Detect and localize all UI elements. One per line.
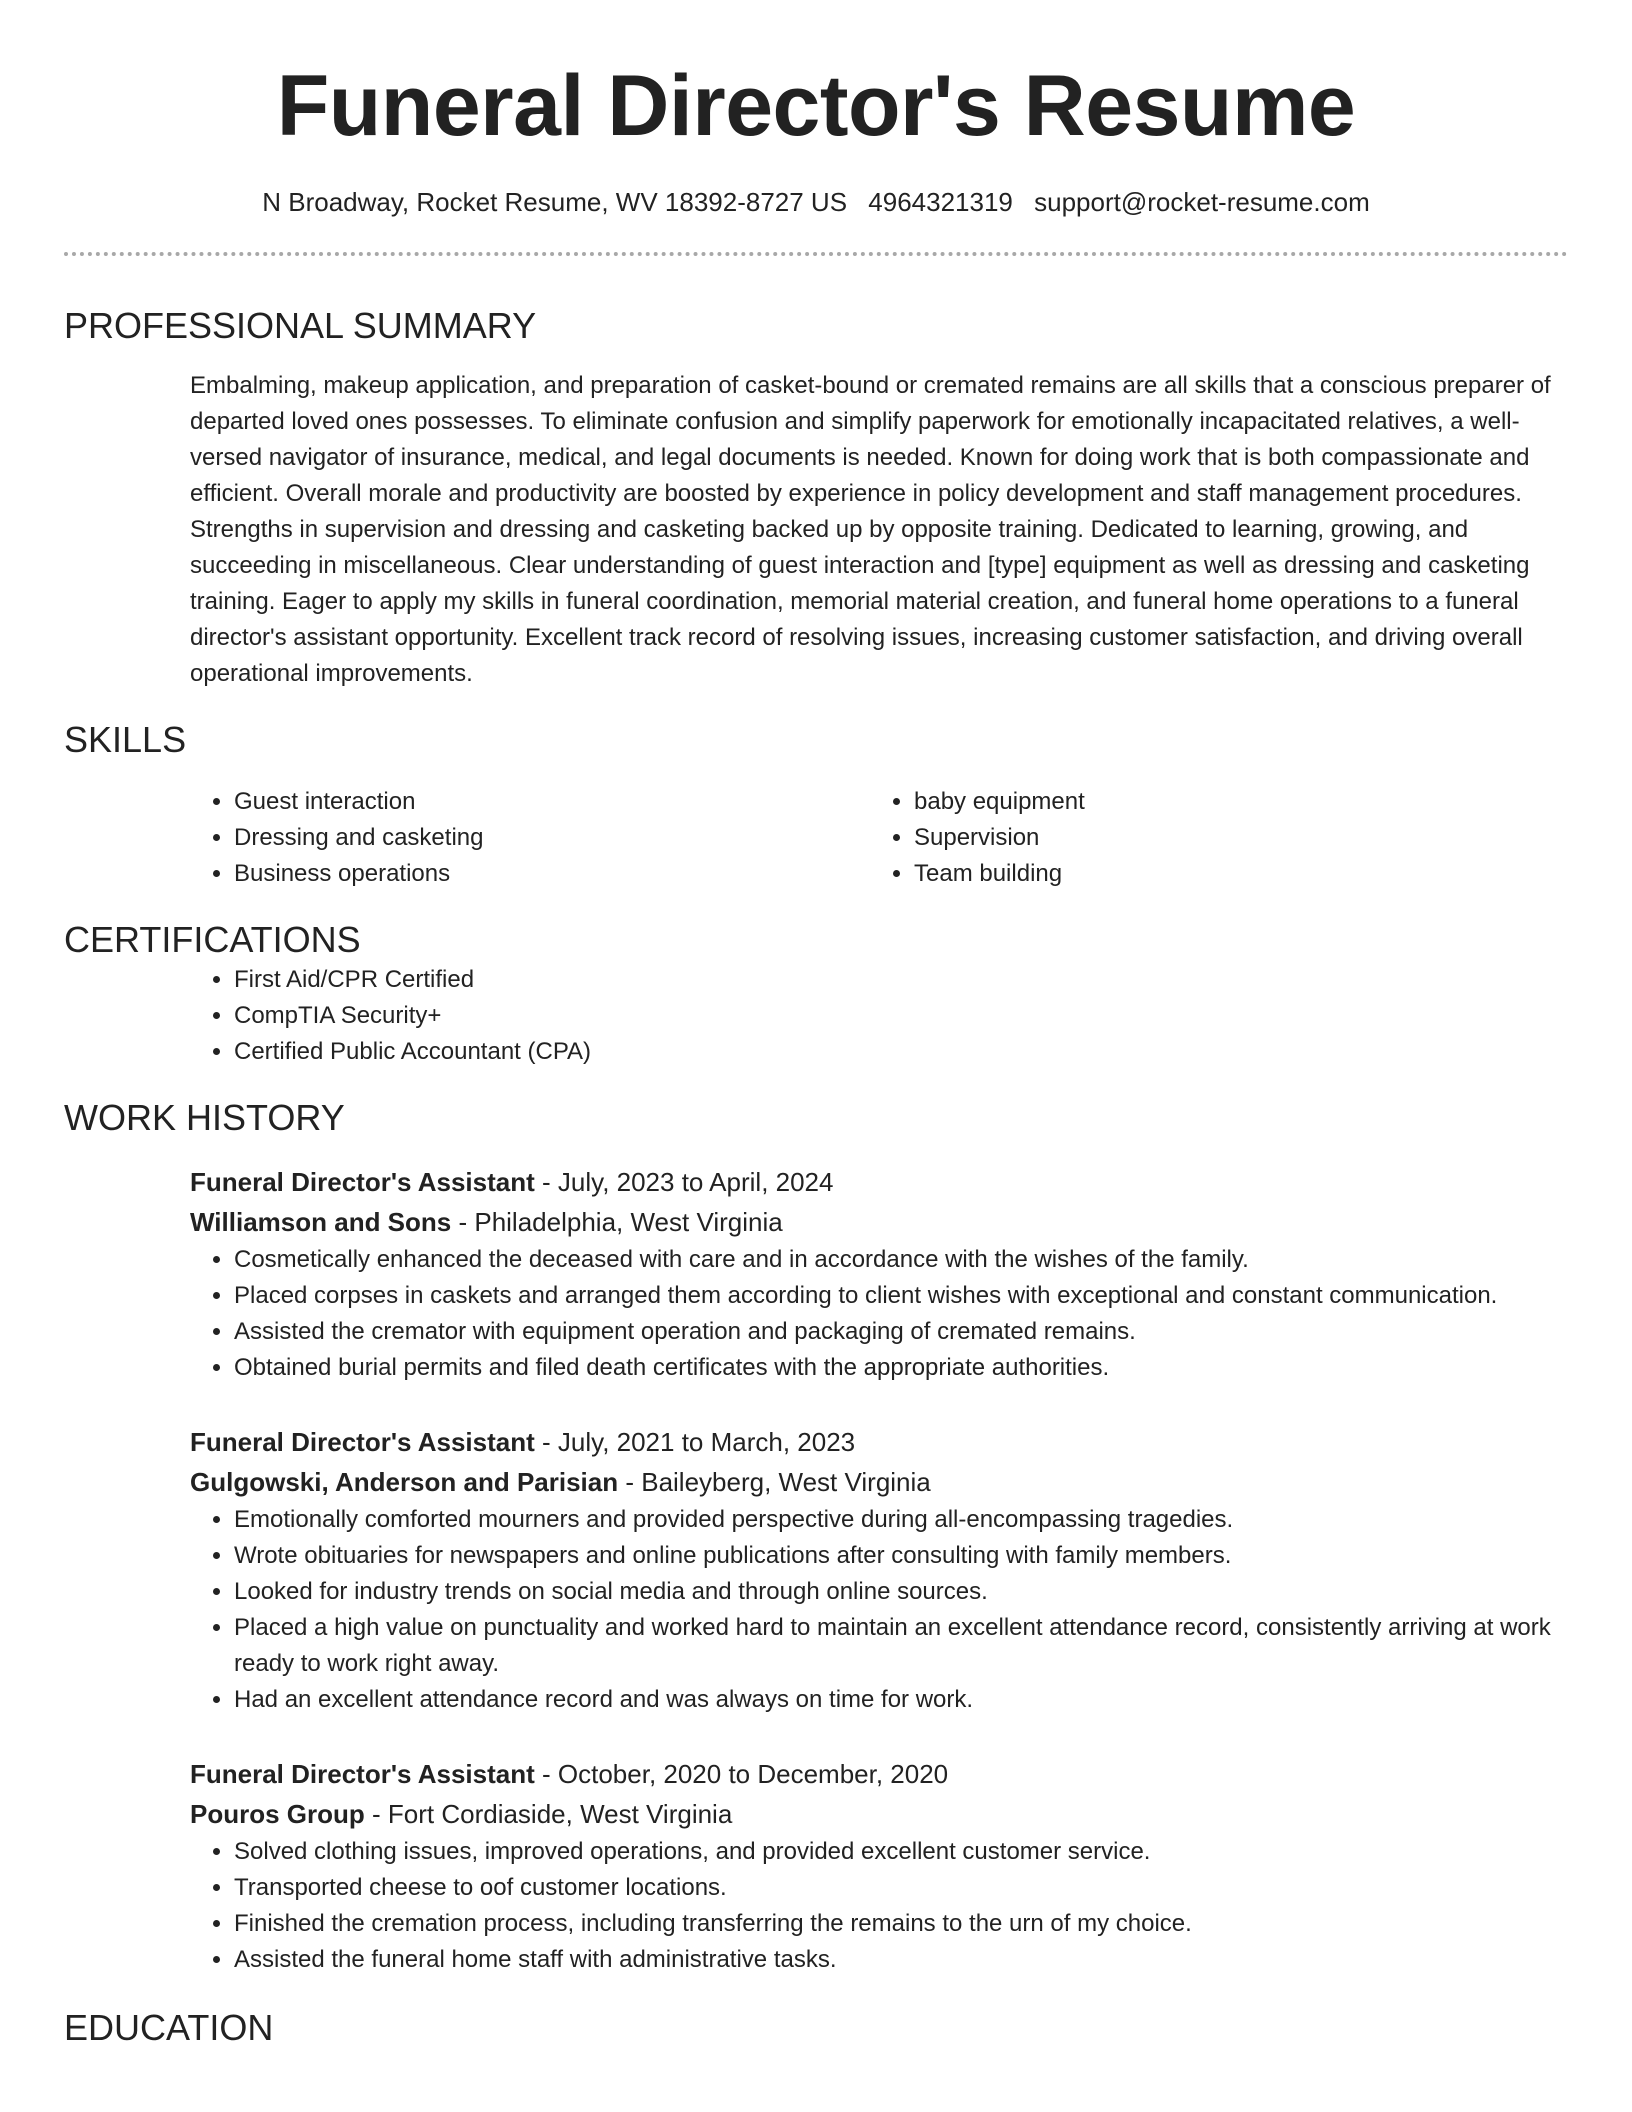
contact-phone: 4964321319 [868,187,1013,217]
job-location: - Fort Cordiaside, West Virginia [364,1799,733,1829]
job-company-line [190,1202,1568,1242]
job-bullets [190,1242,1568,1386]
job-dates: - July, 2023 to April, 2024 [534,1167,834,1197]
skills-list-left [190,784,870,892]
summary-text: Embalming, makeup application, and preparation of casket-bound or cremated remains are all skills that a conscious preparer of departed loved ones possesses. To eliminate confusion and simplify paperwork for emotionally incapacitated relatives, a well-versed navigator of insurance, medical, and legal documents is needed. Known for doing work that is both compassionate and efficient. Overall morale and productivity are boosted by experience in policy development and staff management procedures. Strengths in supervision and dressing and casketing backed up by opposite training. Dedicated to learning, growing, and succeeding in miscellaneous. Clear understanding of guest interaction and [type] equipment as well as dressing and casketing training. Eager to apply my skills in funeral coordination, memorial material creation, and funeral home operations to a funeral director's assistant opportunity. Excellent track record of resolving issues, increasing customer satisfaction, and driving overall operational improvements. [190,372,1551,687]
job-role: Funeral Director's Assistant [190,1759,535,1789]
job-bullet: • Obtained burial permits and filed death certificates with the appropriate authorities. [234,1350,1568,1386]
job-bullet: • Emotionally comforted mourners and provided perspective during all-encompassing tragedies. [234,1502,1568,1538]
summary-title: PROFESSIONAL SUMMARY [64,305,537,346]
skill-item: • baby equipment [914,784,1568,820]
job-bullet: • Cosmetically enhanced the deceased with care and in accordance with the wishes of the family. [234,1242,1568,1278]
resume-name: Funeral Director's Resume [276,58,1356,154]
certification-item: • Certified Public Accountant (CPA) [234,1034,1568,1070]
header-divider [64,252,1568,256]
job-bullet: • Had an excellent attendance record and was always on time for work. [234,1682,1568,1718]
skill-item: • Business operations [234,856,870,892]
job-bullet: • Looked for industry trends on social media and through online sources. [234,1574,1568,1610]
skill-item: • Guest interaction [234,784,870,820]
job-bullet: • Assisted the funeral home staff with administrative tasks. [234,1942,1568,1978]
certifications-list [190,962,1568,1070]
work-history-section [64,1096,1568,1978]
job-title-line [190,1162,1568,1202]
skills-grid [190,784,1568,892]
job-dates: - October, 2020 to December, 2020 [534,1759,949,1789]
job-role: Funeral Director's Assistant [190,1427,535,1457]
skills-title: SKILLS [64,719,187,760]
job-bullet: • Finished the cremation process, including transferring the remains to the urn of my choice. [234,1906,1568,1942]
job-entry [190,1162,1568,1386]
job-bullets [190,1502,1568,1718]
job-bullet: • Transported cheese to oof customer locations. [234,1870,1568,1906]
skill-item: • Team building [914,856,1568,892]
contact-email: support@rocket-resume.com [1034,187,1370,217]
job-company-line [190,1794,1568,1834]
certifications-section [64,918,1568,1070]
job-bullets [190,1834,1568,1978]
education-title: EDUCATION [64,2007,274,2048]
job-bullet: • Placed corpses in caskets and arranged them according to client wishes with exceptional and constant communication. [234,1278,1568,1314]
job-bullet: • Wrote obituaries for newspapers and online publications after consulting with family members. [234,1538,1568,1574]
job-location: - Baileyberg, West Virginia [618,1467,931,1497]
certifications-title: CERTIFICATIONS [64,919,361,960]
certification-item: • First Aid/CPR Certified [234,962,1568,998]
skills-section [64,718,1568,892]
job-title-line [190,1754,1568,1794]
job-bullet: • Solved clothing issues, improved operations, and provided excellent customer service. [234,1834,1568,1870]
job-dates: - July, 2021 to March, 2023 [534,1427,856,1457]
skill-item: • Supervision [914,820,1568,856]
job-company-line [190,1462,1568,1502]
contact-line [64,184,1568,220]
education-section [64,2006,1568,2050]
skill-item: • Dressing and casketing [234,820,870,856]
job-company: Pouros Group [190,1799,365,1829]
job-location: - Philadelphia, West Virginia [451,1207,783,1237]
certification-item: • CompTIA Security+ [234,998,1568,1034]
skills-list-right [870,784,1568,892]
job-bullet: • Assisted the cremator with equipment operation and packaging of cremated remains. [234,1314,1568,1350]
work-history-title: WORK HISTORY [64,1097,345,1138]
job-bullet: • Placed a high value on punctuality and worked hard to maintain an excellent attendance record, consistently arriving at work ready to work right away. [234,1610,1568,1682]
contact-address: N Broadway, Rocket Resume, WV 18392-8727 US [262,187,848,217]
job-company: Gulgowski, Anderson and Parisian [190,1467,619,1497]
job-role: Funeral Director's Assistant [190,1167,535,1197]
job-entry [190,1422,1568,1718]
summary-section [64,304,1568,692]
job-company: Williamson and Sons [190,1207,452,1237]
job-entry [190,1754,1568,1978]
job-title-line [190,1422,1568,1462]
